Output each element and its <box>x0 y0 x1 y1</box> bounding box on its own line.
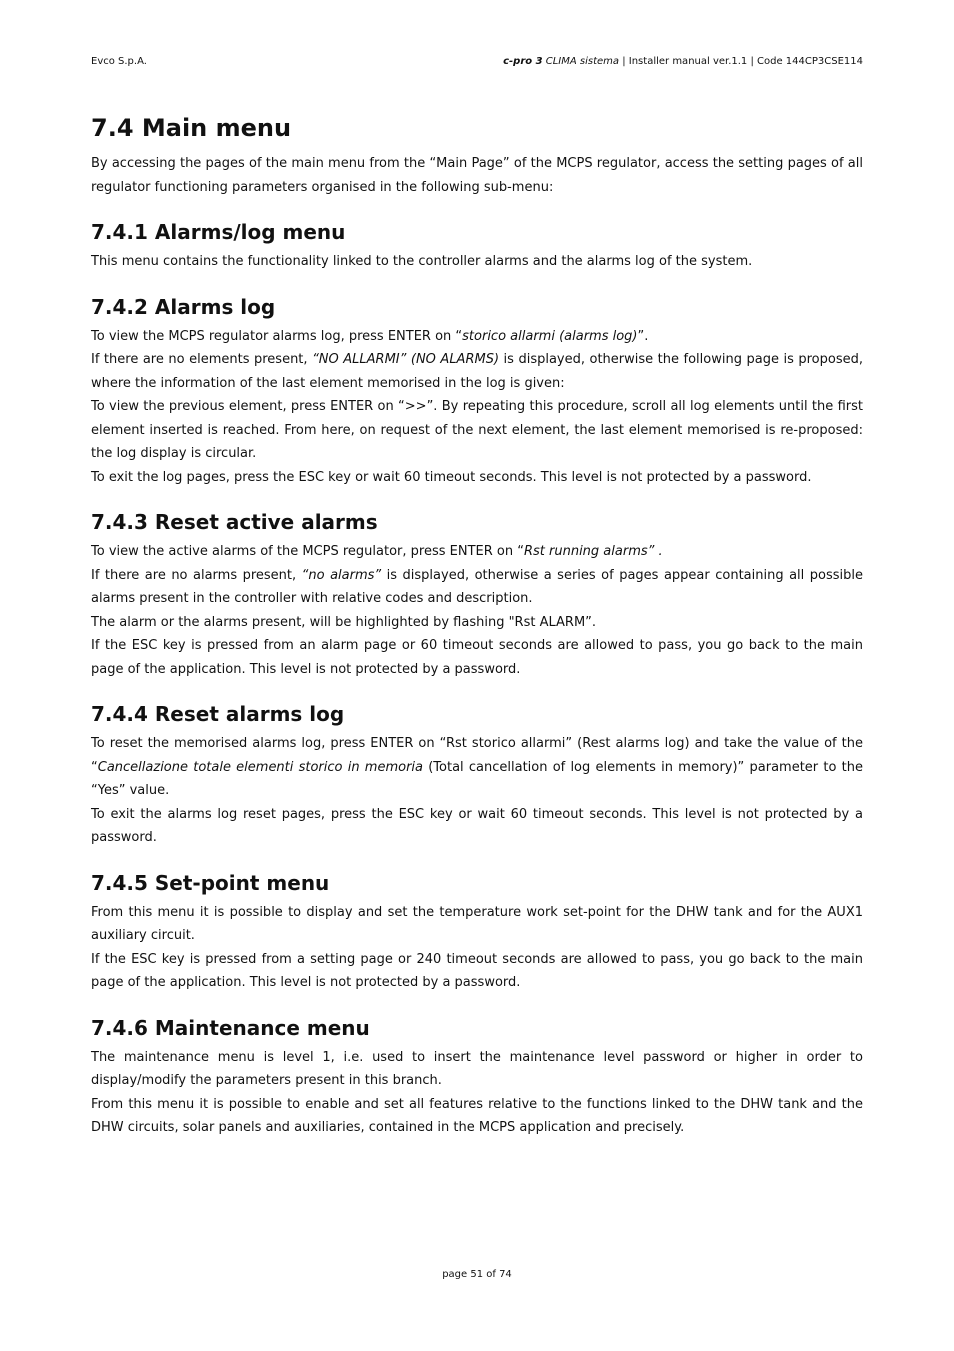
intro-paragraph: By accessing the pages of the main menu from the “Main Page” of the MCPS regulator, access the setting pages of all regulator functioning parameters organised in the following sub-menu: <box>91 156 863 195</box>
header-product-bold: c-pro 3 <box>503 56 543 67</box>
section-paragraph: The alarm or the alarms present, will be highlighted by flashing "Rst ALARM”. <box>91 614 597 630</box>
header-manual-code: | Installer manual ver.1.1 | Code 144CP3CSE114 <box>619 56 863 67</box>
section-paragraph: To view the active alarms of the MCPS regulator, press ENTER on “Rst running alarms” . <box>91 544 663 559</box>
section-paragraph: If the ESC key is pressed from an alarm page or 60 timeout seconds are allowed to pass, you go back to the main page of the application. This level is not protected by a password. <box>91 638 863 677</box>
section-heading-alarms-log: 7.4.2 Alarms log <box>91 294 276 319</box>
section-paragraph: If there are no elements present, “NO ALLARMI” (NO ALARMS) is displayed, otherwise the following page is proposed, where the information of the last element memorised in the log is given: <box>91 352 864 391</box>
page-title: 7.4 Main menu <box>91 114 292 142</box>
header-company: Evco S.p.A. <box>91 56 147 67</box>
section-paragraph: The maintenance menu is level 1, i.e. used to insert the maintenance level password or higher in order to display/modify the parameters present in this branch. <box>91 1049 863 1088</box>
section-heading-alarms-log-menu: 7.4.1 Alarms/log menu <box>91 220 346 244</box>
section-heading-reset-active-alarms: 7.4.3 Reset active alarms <box>91 510 378 534</box>
header-product-italic: CLIMA sistema <box>542 56 620 67</box>
section-paragraph: If there are no alarms present, “no alarms” is displayed, otherwise a series of pages appear containing all possible alarms present in the controller with relative codes and description. <box>91 567 863 606</box>
section-paragraph: From this menu it is possible to display and set the temperature work set-point for the DHW tank and for the AUX1 auxiliary circuit. <box>91 904 863 943</box>
main-content <box>91 114 863 1140</box>
section-paragraph: To reset the memorised alarms log, press ENTER on “Rst storico allarmi” (Rest alarms log) and take the value of the “Cancellazione totale elementi storico in memoria (Total cancellation of log elements in memory)” parameter to the “Yes” value. <box>91 736 863 798</box>
section-heading-set-point-menu: 7.4.5 Set-point menu <box>91 870 330 895</box>
section-paragraph: To view the previous element, press ENTER on “>>”. By repeating this procedure, scroll all log elements until the first element inserted is reached. From here, on request of the next element, the last element memorised is re-proposed: the log display is circular. <box>91 399 863 461</box>
page-number: page 51 of 74 <box>442 1269 512 1280</box>
section-paragraph: From this menu it is possible to enable and set all features relative to the functions linked to the DHW tank and the DHW circuits, solar panels and auxiliaries, contained in the MCPS application and precisely. <box>91 1096 863 1135</box>
section-heading-maintenance-menu: 7.4.6 Maintenance menu <box>91 1015 370 1040</box>
section-paragraph: To exit the alarms log reset pages, press the ESC key or wait 60 timeout seconds. This level is not protected by a password. <box>91 806 863 845</box>
section-paragraph: To view the MCPS regulator alarms log, press ENTER on “storico allarmi (alarms log)”. <box>91 328 649 344</box>
section-paragraph: To exit the log pages, press the ESC key or wait 60 timeout seconds. This level is not protected by a password. <box>91 469 812 485</box>
section-paragraph: If the ESC key is pressed from a setting page or 240 timeout seconds are allowed to pass, you go back to the main page of the application. This level is not protected by a password. <box>91 951 863 990</box>
header-document-info <box>503 56 863 67</box>
section-paragraph: This menu contains the functionality linked to the controller alarms and the alarms log of the system. <box>91 254 753 269</box>
section-heading-reset-alarms-log: 7.4.4 Reset alarms log <box>91 702 345 726</box>
